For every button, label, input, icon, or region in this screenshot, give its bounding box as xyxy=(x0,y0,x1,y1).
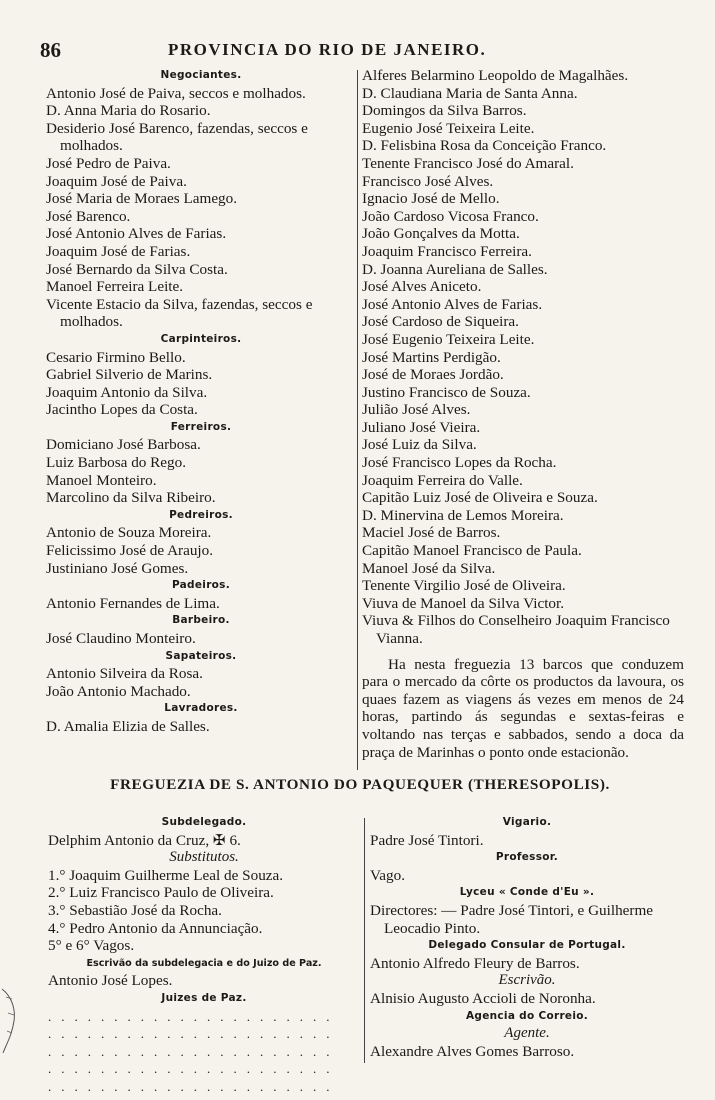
heading-barbeiro: Barbeiro. xyxy=(172,614,230,627)
list-item: José Antonio Alves de Farias. xyxy=(46,225,227,243)
list-item: Cesario Firmino Bello. xyxy=(46,348,186,366)
subdelegado-name: Delphim Antonio da Cruz, ✠ 6. xyxy=(48,831,241,849)
dot-leader: ...................... xyxy=(48,1061,340,1077)
column-divider-top xyxy=(357,70,358,770)
list-item: Joaquim Ferreira do Valle. xyxy=(362,471,523,489)
list-item: Gabriel Silverio de Marins. xyxy=(46,366,213,384)
section-title: FREGUEZIA DE S. ANTONIO DO PAQUEQUER (THERESOPOLIS). xyxy=(110,776,610,793)
list-item: Felicissimo José de Araujo. xyxy=(46,542,214,560)
list-item: 4.° Pedro Antonio da Annunciação. xyxy=(48,919,263,937)
list-item: Antonio Fernandes de Lima. xyxy=(46,594,220,612)
list-item: Capitão Luiz José de Oliveira e Souza. xyxy=(362,489,598,507)
list-item: João Cardoso Vicosa Franco. xyxy=(362,207,539,225)
barcos-paragraph: Ha nesta freguezia 13 barcos que conduzem para o mercado da côrte os productos da lavoura, os quaes fazem as viagens ás vezes em menos de 24 horas, partindo ás segundas e sextas-feiras e voltando nas terças e sabbados, sendo a doca da praça de Marinhas o ponto onde estacionão. xyxy=(362,655,684,761)
list-item: Alferes Belarmino Leopoldo de Magalhães. xyxy=(362,67,629,84)
list-item: José Martins Perdigão. xyxy=(362,348,501,366)
list-item: Juliano José Vieira. xyxy=(362,418,481,436)
list-item: Antonio José de Paiva, seccos e molhados. xyxy=(46,84,306,102)
lyceu-directors: Directores: — Padre José Tintori, e Guilherme Leocadio Pinto. xyxy=(370,901,654,937)
heading-carpinteiros: Carpinteiros. xyxy=(160,332,242,345)
left-column xyxy=(46,67,356,736)
list-item: Manoel Monteiro. xyxy=(46,471,157,489)
list-item: Vicente Estacio da Silva, fazendas, seccos e molhados. xyxy=(46,295,313,331)
list-item: Tenente Virgilio José de Oliveira. xyxy=(362,577,566,595)
heading-padeiros: Padeiros. xyxy=(171,579,231,592)
list-item: Joaquim José de Paiva. xyxy=(46,172,187,190)
list-item: Luiz Barbosa do Rego. xyxy=(46,454,187,472)
heading-juizes: Juizes de Paz. xyxy=(161,991,247,1004)
heading-agente: Agente. xyxy=(504,1025,550,1042)
list-item: José Maria de Moraes Lamego. xyxy=(46,190,238,208)
dot-leader: ...................... xyxy=(48,1008,340,1024)
heading-negociantes: Negociantes. xyxy=(160,69,242,81)
page-number: 86 xyxy=(40,38,61,62)
list-item: José Bernardo da Silva Costa. xyxy=(46,260,228,278)
list-item: D. Amalia Elizia de Salles. xyxy=(46,717,210,735)
heading-ferreiros: Ferreiros. xyxy=(170,420,232,433)
binding-edge-mark xyxy=(0,985,22,1055)
list-item: José Barenco. xyxy=(46,207,131,225)
list-item: João Antonio Machado. xyxy=(46,682,191,700)
list-item: 2.° Luiz Francisco Paulo de Oliveira. xyxy=(48,884,274,902)
list-item: José Francisco Lopes da Rocha. xyxy=(362,454,557,472)
list-item: Antonio de Souza Moreira. xyxy=(46,524,212,542)
list-item: Capitão Manoel Francisco de Paula. xyxy=(362,542,582,560)
list-item: José Luiz da Silva. xyxy=(362,436,477,454)
list-item: Tenente Francisco José do Amaral. xyxy=(362,154,574,172)
list-item: José Pedro de Paiva. xyxy=(46,154,171,172)
list-item: Jacintho Lopes da Costa. xyxy=(46,401,198,419)
list-item: Joaquim Francisco Ferreira. xyxy=(362,242,532,260)
heading-escrivao: Escrivão. xyxy=(498,972,556,989)
list-item: Domingos da Silva Barros. xyxy=(362,102,527,120)
list-item: 5° e 6° Vagos. xyxy=(48,937,135,955)
list-item: José Eugenio Teixeira Leite. xyxy=(362,330,535,348)
page-header xyxy=(40,38,680,62)
list-item: Eugenio José Teixeira Leite. xyxy=(362,119,535,137)
list-item: D. Claudiana Maria de Santa Anna. xyxy=(362,84,578,102)
heading-consular: Delegado Consular de Portugal. xyxy=(428,939,626,952)
list-item: Manoel Ferreira Leite. xyxy=(46,278,184,296)
heading-correio: Agencia do Correio. xyxy=(465,1009,589,1022)
escrivao-name: Antonio José Lopes. xyxy=(48,972,173,990)
list-item: D. Felisbina Rosa da Conceição Franco. xyxy=(362,137,607,155)
right-column xyxy=(362,67,684,761)
heading-escrivao-subdelegacia: Escrivão da subdelegacia e do Juizo de Paz. xyxy=(86,957,322,969)
column-divider-bottom xyxy=(364,818,365,1063)
list-item: Maciel José de Barros. xyxy=(362,524,501,542)
vigario-name: Padre José Tintori. xyxy=(370,831,484,849)
agente-name: Alexandre Alves Gomes Barroso. xyxy=(370,1042,575,1060)
list-item: José Antonio Alves de Farias. xyxy=(362,295,543,313)
heading-professor: Professor. xyxy=(495,851,559,864)
list-item: Justino Francisco de Souza. xyxy=(362,383,531,401)
list-item: D. Joanna Aureliana de Salles. xyxy=(362,260,548,278)
bottom-left-column xyxy=(48,814,360,1096)
heading-sapateiros: Sapateiros. xyxy=(165,649,237,662)
heading-subdelegado: Subdelegado. xyxy=(161,816,247,828)
list-item: Desiderio José Barenco, fazendas, seccos e molhados. xyxy=(46,119,308,155)
list-item: Francisco José Alves. xyxy=(362,172,494,190)
list-item: 1.° Joaquim Guilherme Leal de Souza. xyxy=(48,866,284,884)
list-item: José Cardoso de Siqueira. xyxy=(362,313,519,331)
list-item: 3.° Sebastião José da Rocha. xyxy=(48,901,222,919)
list-item: D. Anna Maria do Rosario. xyxy=(46,102,211,120)
dot-leader: ...................... xyxy=(48,1043,340,1059)
list-item: João Gonçalves da Motta. xyxy=(362,225,520,243)
list-item: Manoel José da Silva. xyxy=(362,559,496,577)
heading-substitutos: Substitutos. xyxy=(169,849,239,866)
list-item: Ignacio José de Mello. xyxy=(362,190,500,208)
list-item: Antonio Silveira da Rosa. xyxy=(46,665,203,683)
list-item: D. Minervina de Lemos Moreira. xyxy=(362,506,564,524)
list-item: Marcolino da Silva Ribeiro. xyxy=(46,489,216,507)
list-item: Joaquim Antonio da Silva. xyxy=(46,383,208,401)
list-item: José Claudino Monteiro. xyxy=(46,630,196,647)
bottom-right-column xyxy=(370,814,684,1060)
heading-lavradores: Lavradores. xyxy=(164,702,238,715)
list-item: Viuva & Filhos do Conselheiro Joaquim Francisco Vianna. xyxy=(362,612,670,647)
professor-name: Vago. xyxy=(370,866,406,884)
heading-pedreiros: Pedreiros. xyxy=(169,508,233,521)
consular-name: Antonio Alfredo Fleury de Barros. xyxy=(370,954,580,972)
dot-leader: ...................... xyxy=(48,1026,340,1042)
list-item: Julião José Alves. xyxy=(362,401,471,419)
heading-lyceu: Lyceu « Conde d'Eu ». xyxy=(459,886,595,899)
spacer xyxy=(362,648,684,656)
list-item: Justiniano José Gomes. xyxy=(46,559,189,577)
page-title: PROVINCIA DO RIO DE JANEIRO. xyxy=(168,40,487,59)
heading-vigario: Vigario. xyxy=(502,816,552,828)
list-item: Viuva de Manoel da Silva Victor. xyxy=(362,594,565,612)
escrivao-right-name: Alnisio Augusto Accioli de Noronha. xyxy=(370,989,596,1007)
list-item: José de Moraes Jordão. xyxy=(362,366,504,384)
dot-leader: ...................... xyxy=(48,1078,340,1094)
list-item: José Alves Aniceto. xyxy=(362,278,482,296)
list-item: Joaquim José de Farias. xyxy=(46,242,191,260)
list-item: Domiciano José Barbosa. xyxy=(46,436,201,454)
